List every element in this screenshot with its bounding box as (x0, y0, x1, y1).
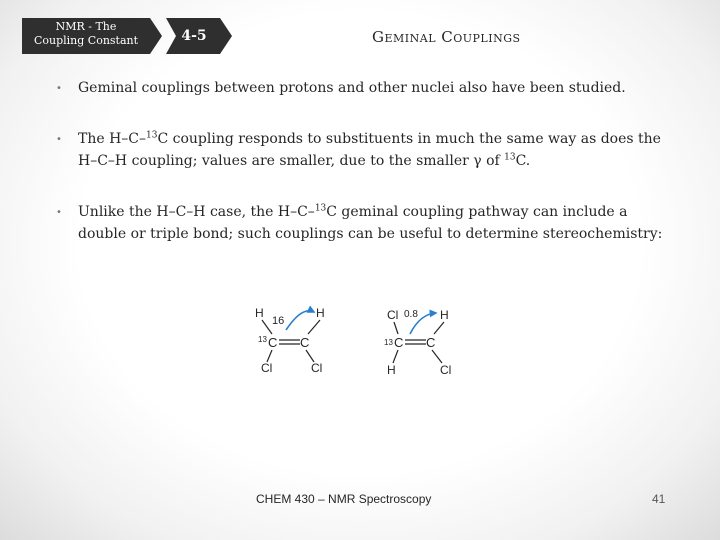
right-carbon-1: C (394, 335, 404, 350)
left-isotope-label: 13 (258, 335, 267, 344)
footer-course: CHEM 430 – NMR Spectroscopy (256, 492, 432, 506)
bullet-2-text-a: The H–C– (78, 131, 147, 147)
stereochemistry-figure (250, 300, 470, 384)
left-bottom-right-atom: Cl (311, 361, 323, 375)
bullet-marker: • (56, 207, 62, 218)
left-carbon-1: C (268, 335, 278, 350)
left-coupling-arrow (286, 311, 314, 330)
right-top-left-atom: Cl (387, 308, 399, 322)
right-bond (394, 322, 398, 334)
bullet-3 (78, 201, 678, 245)
bullet-marker: • (56, 83, 62, 94)
left-carbon-2: C (300, 335, 310, 350)
section-tab-label (22, 20, 150, 48)
left-bottom-left-atom: Cl (261, 361, 273, 375)
bullet-1-text: Geminal couplings between protons and other nuclei also have been studied. (78, 80, 626, 96)
right-top-right-atom: H (440, 308, 449, 322)
left-top-left-atom: H (255, 306, 264, 320)
number-tab (166, 18, 232, 54)
right-isotope-label: 13 (384, 338, 393, 347)
right-bond (434, 322, 444, 334)
bullet-3-isotope: 13 (314, 203, 327, 214)
right-bottom-left-atom: H (387, 363, 396, 377)
bullet-3-text-b: C geminal coupling pathway can include a double or triple bond; such couplings can be useful to determine stereochemistry: (78, 204, 663, 242)
bullet-1 (78, 77, 678, 99)
right-bond (393, 350, 398, 363)
left-top-right-atom: H (316, 306, 325, 320)
left-coupling-value: 16 (272, 315, 285, 327)
section-tab-line-1: NMR - The (55, 20, 117, 33)
right-bond (432, 350, 442, 363)
bullet-2-isotope: 13 (504, 152, 516, 163)
number-tab-label: 4-5 (181, 28, 207, 44)
bullet-3-text-a: Unlike the H–C–H case, the H–C– (78, 204, 315, 220)
slide-title: Geminal Couplings (372, 28, 521, 46)
bullet-2 (78, 128, 678, 172)
left-bond (262, 320, 272, 334)
bullet-marker: • (56, 134, 62, 145)
bullet-2-isotope: 13 (146, 130, 158, 141)
bullet-2-text-b: C coupling responds to substituents in much the same way as does the H–C–H coupling; values are smaller, due to the smaller γ of (78, 131, 661, 169)
left-bond (306, 350, 314, 362)
bullet-2-text-c: C. (515, 153, 531, 169)
section-tab-line-2: Coupling Constant (33, 34, 139, 47)
right-carbon-2: C (426, 335, 436, 350)
left-bond (308, 320, 320, 334)
section-tab (22, 18, 162, 54)
right-bottom-right-atom: Cl (440, 363, 452, 377)
right-coupling-value: 0.8 (404, 309, 418, 320)
page-number: 41 (652, 492, 666, 506)
